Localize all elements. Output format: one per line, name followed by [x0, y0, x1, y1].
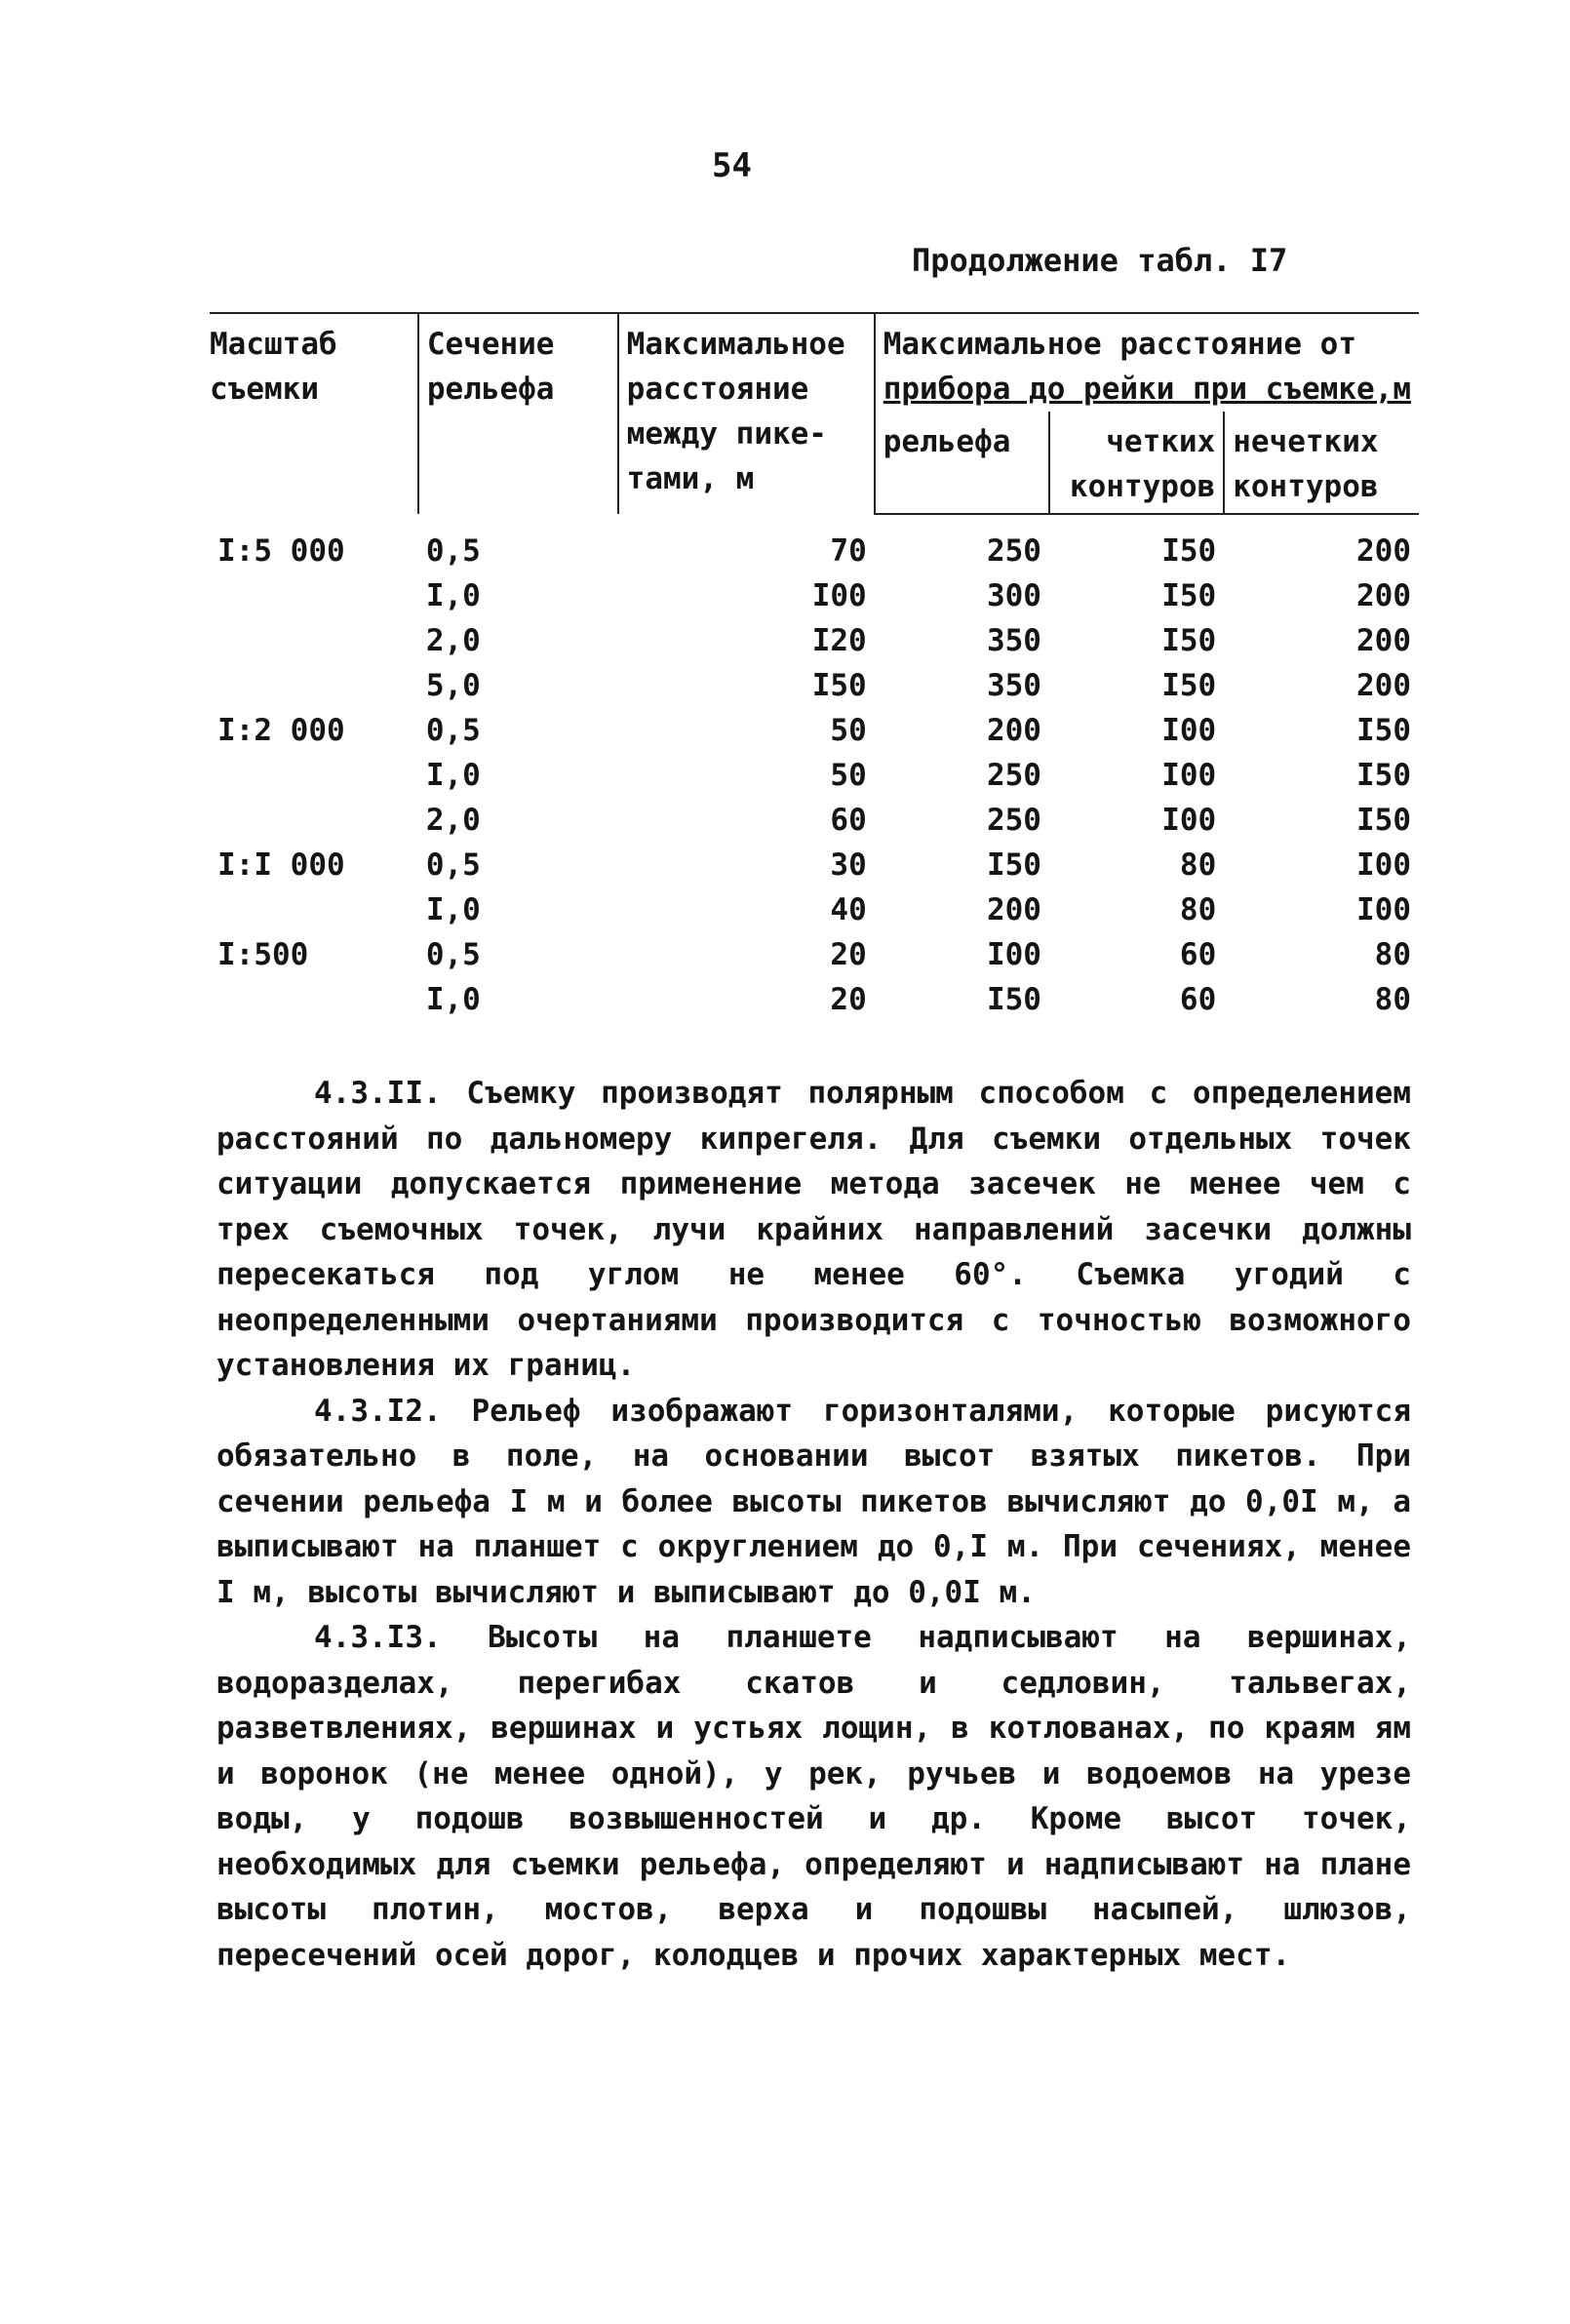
cell-section: 5,0 [425, 668, 481, 703]
cell-between-pickets: 70 [830, 532, 867, 569]
cell-clear-contours: 80 [1179, 892, 1217, 927]
cell-section: I,0 [425, 892, 481, 927]
cell-between-pickets: 20 [830, 937, 867, 972]
header-scale: Масштаб съемки [210, 313, 418, 514]
cell-between-pickets: I50 [811, 668, 867, 703]
survey-distance-table [210, 312, 1419, 1022]
cell-unclear-contours: I50 [1356, 758, 1411, 793]
table-row [210, 843, 1419, 887]
cell-relief: 350 [986, 623, 1041, 658]
cell-section: 2,0 [425, 803, 481, 838]
cell-scale: I:2 000 [217, 713, 345, 748]
cell-section: 0,5 [425, 713, 481, 748]
cell-unclear-contours: 200 [1356, 668, 1411, 703]
cell-section: I,0 [425, 982, 481, 1017]
paragraph-4-3-12: 4.3.I2. Рельеф изображают горизонталями, которые рисуются обязательно в поле, на основании высот взятых пикетов. При сечении рельефа I м и более высоты пикетов вычисляют до 0,0I м, а выписывают на планшет с округлением до 0,I м. При сечениях, менее I м, высоты вычисляют и выписывают до 0,0I м. [216, 1393, 1411, 1610]
cell-between-pickets: 50 [830, 713, 867, 748]
cell-unclear-contours: I00 [1356, 847, 1411, 883]
cell-clear-contours: I50 [1161, 668, 1217, 703]
cell-scale [210, 977, 418, 1022]
cell-clear-contours: I50 [1161, 533, 1217, 569]
table-row [210, 663, 1419, 708]
cell-scale: I:5 000 [217, 532, 345, 569]
cell-scale [210, 663, 418, 708]
cell-section: 0,5 [425, 937, 481, 972]
cell-section: 0,5 [425, 532, 481, 569]
paragraph-4-3-13: 4.3.I3. Высоты на планшете надписывают на вершинах, водоразделах, перегибах скатов и седловин, тальвегах, разветвлениях, вершинах и устьях лощин, в котлованах, по краям ям и воронок (не менее одной), у рек, ручьев и водоемов на урезе воды, у подошв возвышенностей и др. Кроме высот точек, необходимых для съемки рельефа, определяют и надписывают на плане высоты плотин, мостов, верха и подошвы насыпей, шлюзов, пересечений осей дорог, колодцев и прочих характерных мест. [216, 1620, 1411, 1973]
cell-scale [210, 753, 418, 798]
cell-unclear-contours: 200 [1356, 578, 1411, 613]
cell-unclear-contours: I00 [1356, 892, 1411, 927]
cell-section: I,0 [425, 758, 481, 793]
cell-clear-contours: I00 [1161, 758, 1217, 793]
body-text [216, 1071, 1411, 1978]
cell-between-pickets: 30 [830, 847, 867, 883]
paragraph-4-3-11: 4.3.II. Съемку производят полярным способом с определением расстояний по дальномеру кипрегеля. Для съемки отдельных точек ситуации допускается применение метода засечек не менее чем с трех съемочных точек, лучи крайних направлений засечки должны пересекаться под углом не менее 60°. Съемка угодий с неопределенными очертаниями производится с точностью возможного установления их границ. [216, 1076, 1411, 1383]
table-row [210, 887, 1419, 932]
page-number: 54 [712, 146, 752, 185]
cell-section: 2,0 [425, 623, 481, 658]
cell-relief: 200 [986, 892, 1041, 927]
cell-clear-contours: I00 [1161, 713, 1217, 748]
cell-unclear-contours: I50 [1356, 803, 1411, 838]
cell-relief: 300 [986, 578, 1041, 613]
cell-between-pickets: 20 [830, 982, 867, 1017]
cell-clear-contours: I50 [1161, 623, 1217, 658]
cell-scale [210, 618, 418, 663]
cell-clear-contours: I00 [1161, 803, 1217, 838]
table-row [210, 618, 1419, 663]
cell-between-pickets: 50 [830, 758, 867, 793]
cell-scale [210, 798, 418, 843]
cell-clear-contours: I50 [1161, 578, 1217, 613]
table-row [210, 798, 1419, 843]
cell-unclear-contours: 80 [1374, 982, 1411, 1017]
cell-relief: 250 [986, 803, 1041, 838]
header-relief: рельефа [875, 412, 1049, 514]
table-row [210, 932, 1419, 977]
header-section: Сечение рельефа [418, 313, 618, 514]
cell-between-pickets: I20 [811, 623, 867, 658]
cell-unclear-contours: 200 [1356, 533, 1411, 569]
table-row [210, 573, 1419, 618]
cell-between-pickets: I00 [811, 578, 867, 613]
cell-scale: I:I 000 [217, 847, 345, 883]
cell-between-pickets: 40 [830, 892, 867, 927]
cell-unclear-contours: 80 [1374, 937, 1411, 972]
table-row [210, 514, 1419, 573]
header-clear-contours: четких контуров [1049, 412, 1224, 514]
cell-scale [210, 573, 418, 618]
cell-section: I,0 [425, 578, 481, 613]
cell-relief: I50 [986, 982, 1041, 1017]
cell-relief: 350 [986, 668, 1041, 703]
cell-between-pickets: 60 [830, 803, 867, 838]
cell-clear-contours: 80 [1179, 847, 1217, 883]
cell-clear-contours: 60 [1179, 937, 1217, 972]
table-row [210, 977, 1419, 1022]
cell-unclear-contours: I50 [1356, 713, 1411, 748]
header-max-distance-line1: Максимальное расстояние от [883, 327, 1356, 362]
cell-relief: I00 [986, 937, 1041, 972]
cell-section: 0,5 [425, 847, 481, 883]
header-max-distance-line2: прибора до рейки при съемке,м [883, 372, 1411, 407]
table-caption: Продолжение табл. I7 [912, 242, 1288, 279]
table-row [210, 753, 1419, 798]
cell-relief: 250 [986, 758, 1041, 793]
table-body [210, 514, 1419, 1022]
cell-relief: 200 [986, 713, 1041, 748]
table-row [210, 708, 1419, 753]
cell-scale [210, 887, 418, 932]
header-max-between-pickets: Максимальное расстояние между пике-тами, м [618, 313, 875, 514]
cell-relief: I50 [986, 847, 1041, 883]
header-unclear-contours: нечетких контуров [1224, 412, 1419, 514]
cell-clear-contours: 60 [1179, 982, 1217, 1017]
cell-scale: I:500 [217, 937, 309, 972]
header-max-distance [875, 313, 1419, 412]
cell-relief: 250 [986, 533, 1041, 569]
cell-unclear-contours: 200 [1356, 623, 1411, 658]
